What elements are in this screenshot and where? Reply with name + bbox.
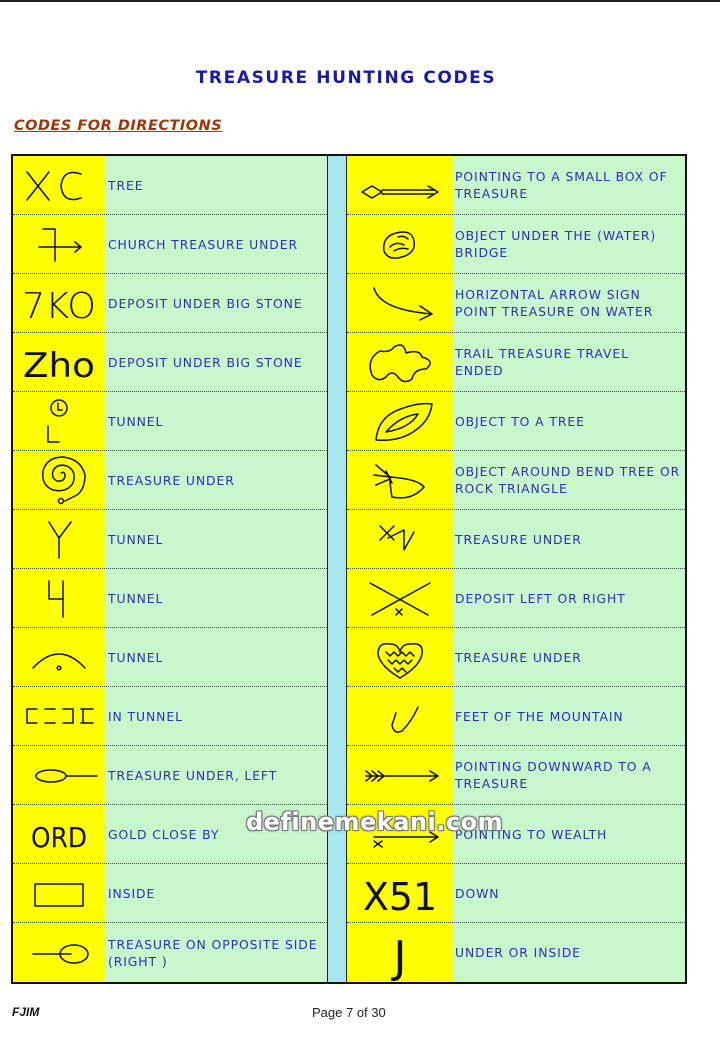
7ko-glyph-icon xyxy=(19,280,99,326)
symbol-cell xyxy=(347,274,453,332)
symbol-cell xyxy=(347,510,453,568)
symbol-cell xyxy=(13,628,105,686)
code-row xyxy=(13,923,327,982)
x51-glyph-icon xyxy=(360,870,440,919)
meaning-text: POINTING TO WEALTH xyxy=(455,826,608,842)
symbol-cell xyxy=(13,923,105,982)
code-row xyxy=(347,746,685,805)
code-row xyxy=(13,569,327,628)
meaning-text: OBJECT TO A TREE xyxy=(455,413,585,429)
code-row xyxy=(13,392,327,451)
fletched-arrow-icon xyxy=(360,752,440,798)
code-row xyxy=(13,864,327,923)
code-row xyxy=(347,687,685,746)
watermark-text: definemekani.com xyxy=(246,808,504,836)
leaf-eye-icon xyxy=(360,398,440,444)
symbol-cell xyxy=(13,569,105,627)
code-row xyxy=(347,864,685,923)
column-divider xyxy=(327,156,347,982)
symbol-cell xyxy=(13,451,105,509)
symbol-cell xyxy=(13,746,105,804)
code-row xyxy=(13,451,327,510)
page-title: TREASURE HUNTING CODES xyxy=(195,68,497,88)
code-row xyxy=(347,215,685,274)
rectangle-icon xyxy=(19,870,99,916)
symbol-cell xyxy=(347,451,453,509)
meaning-text: OBJECT UNDER THE (WATER) BRIDGE xyxy=(455,228,657,260)
circle-l-icon xyxy=(19,398,99,444)
meaning-text: TRAIL TREASURE TRAVEL ENDED xyxy=(455,346,629,378)
meaning-text: TREASURE ON OPPOSITE SIDE (RIGHT ) xyxy=(108,936,318,969)
page-number: Page 7 of 30 xyxy=(312,1005,386,1020)
meaning-text: TREASURE UNDER, LEFT xyxy=(108,767,278,783)
meaning-text: TUNNEL xyxy=(108,590,164,606)
bracket-chain-icon xyxy=(19,693,99,739)
code-row xyxy=(13,687,327,746)
symbol-cell xyxy=(13,864,105,922)
code-row xyxy=(347,392,685,451)
triangle-rays-icon xyxy=(360,457,440,503)
code-row xyxy=(13,274,327,333)
svg-text:ORD: ORD xyxy=(31,821,87,854)
symbol-cell xyxy=(347,156,453,214)
symbol-cell xyxy=(347,864,453,922)
four-shape-icon xyxy=(19,575,99,621)
ord-glyph-icon xyxy=(19,811,99,857)
svg-text:Zho: Zho xyxy=(23,346,95,386)
x-lines-dot-icon xyxy=(360,575,440,621)
code-row xyxy=(13,628,327,687)
meaning-text: TUNNEL xyxy=(108,531,164,547)
meaning-text: CHURCH TREASURE UNDER xyxy=(108,236,298,252)
left-column xyxy=(13,156,327,982)
top-border-line xyxy=(0,0,720,2)
symbol-cell xyxy=(13,392,105,450)
meaning-text: TUNNEL xyxy=(108,413,164,429)
svg-text:7KO: 7KO xyxy=(22,286,96,327)
symbol-cell xyxy=(347,215,453,273)
meaning-text: INSIDE xyxy=(108,885,156,901)
spiral-icon xyxy=(19,457,99,503)
arch-dot-icon xyxy=(19,634,99,680)
meaning-text: IN TUNNEL xyxy=(108,708,183,724)
symbol-cell xyxy=(13,215,105,273)
svg-text:X51: X51 xyxy=(363,875,437,919)
j-glyph-icon xyxy=(360,930,440,983)
symbol-cell xyxy=(347,333,453,391)
y-shape-icon xyxy=(19,516,99,562)
codes-table xyxy=(11,154,687,984)
meaning-text: GOLD CLOSE BY xyxy=(108,826,220,842)
code-row xyxy=(347,923,685,982)
code-row xyxy=(13,333,327,392)
code-row xyxy=(347,451,685,510)
oval-line-icon xyxy=(19,752,99,798)
meaning-text: DEPOSIT LEFT OR RIGHT xyxy=(455,590,626,606)
code-row xyxy=(347,156,685,215)
code-row xyxy=(347,510,685,569)
code-row xyxy=(13,156,327,215)
symbol-cell xyxy=(13,156,105,214)
hook-curve-icon xyxy=(360,693,440,739)
x-zigzag-icon xyxy=(360,516,440,562)
meaning-text: TREASURE UNDER xyxy=(455,531,582,547)
symbol-cell xyxy=(347,746,453,804)
code-row xyxy=(347,569,685,628)
meaning-text: POINTING DOWNWARD TO A TREASURE xyxy=(455,759,652,791)
meaning-text: DEPOSIT UNDER BIG STONE xyxy=(108,295,303,311)
symbol-cell xyxy=(347,628,453,686)
meaning-text: POINTING TO A SMALL BOX OF TREASURE xyxy=(455,169,668,201)
cross-arrow-icon xyxy=(19,221,99,267)
diamond-arrow-icon xyxy=(360,162,440,208)
symbol-cell xyxy=(13,333,105,391)
meaning-text: DOWN xyxy=(455,885,500,901)
code-row xyxy=(13,215,327,274)
section-heading: CODES FOR DIRECTIONS xyxy=(14,118,223,134)
xc-symbol-icon xyxy=(19,162,99,208)
code-row xyxy=(13,746,327,805)
svg-text:J: J xyxy=(393,931,407,983)
symbol-cell xyxy=(13,687,105,745)
wavy-outline-icon xyxy=(360,339,440,385)
meaning-text: TREASURE UNDER xyxy=(108,472,235,488)
meaning-text: OBJECT AROUND BEND TREE OR ROCK TRIANGLE xyxy=(455,464,681,496)
meaning-text: TUNNEL xyxy=(108,649,164,665)
curved-arrow-icon xyxy=(360,280,440,326)
line-oval-icon xyxy=(19,930,99,976)
code-row xyxy=(13,510,327,569)
meaning-text: HORIZONTAL ARROW SIGN POINT TREASURE ON WATER xyxy=(455,287,654,319)
right-column xyxy=(347,156,685,982)
code-row xyxy=(347,333,685,392)
symbol-cell xyxy=(13,805,105,863)
meaning-text: TREE xyxy=(108,177,144,193)
symbol-cell xyxy=(347,569,453,627)
footer-author: FJIM xyxy=(12,1005,40,1019)
meaning-text: TREASURE UNDER xyxy=(455,649,582,665)
symbol-cell xyxy=(13,274,105,332)
code-row xyxy=(347,628,685,687)
symbol-cell xyxy=(347,687,453,745)
meaning-text: UNDER OR INSIDE xyxy=(455,945,581,960)
blob-water-icon xyxy=(360,221,440,267)
zho-glyph-icon xyxy=(19,339,99,385)
heart-pattern-icon xyxy=(360,634,440,680)
symbol-cell xyxy=(13,510,105,568)
meaning-text: FEET OF THE MOUNTAIN xyxy=(455,708,624,724)
symbol-cell xyxy=(347,923,453,982)
meaning-text: DEPOSIT UNDER BIG STONE xyxy=(108,354,303,370)
symbol-cell xyxy=(347,392,453,450)
code-row xyxy=(347,274,685,333)
